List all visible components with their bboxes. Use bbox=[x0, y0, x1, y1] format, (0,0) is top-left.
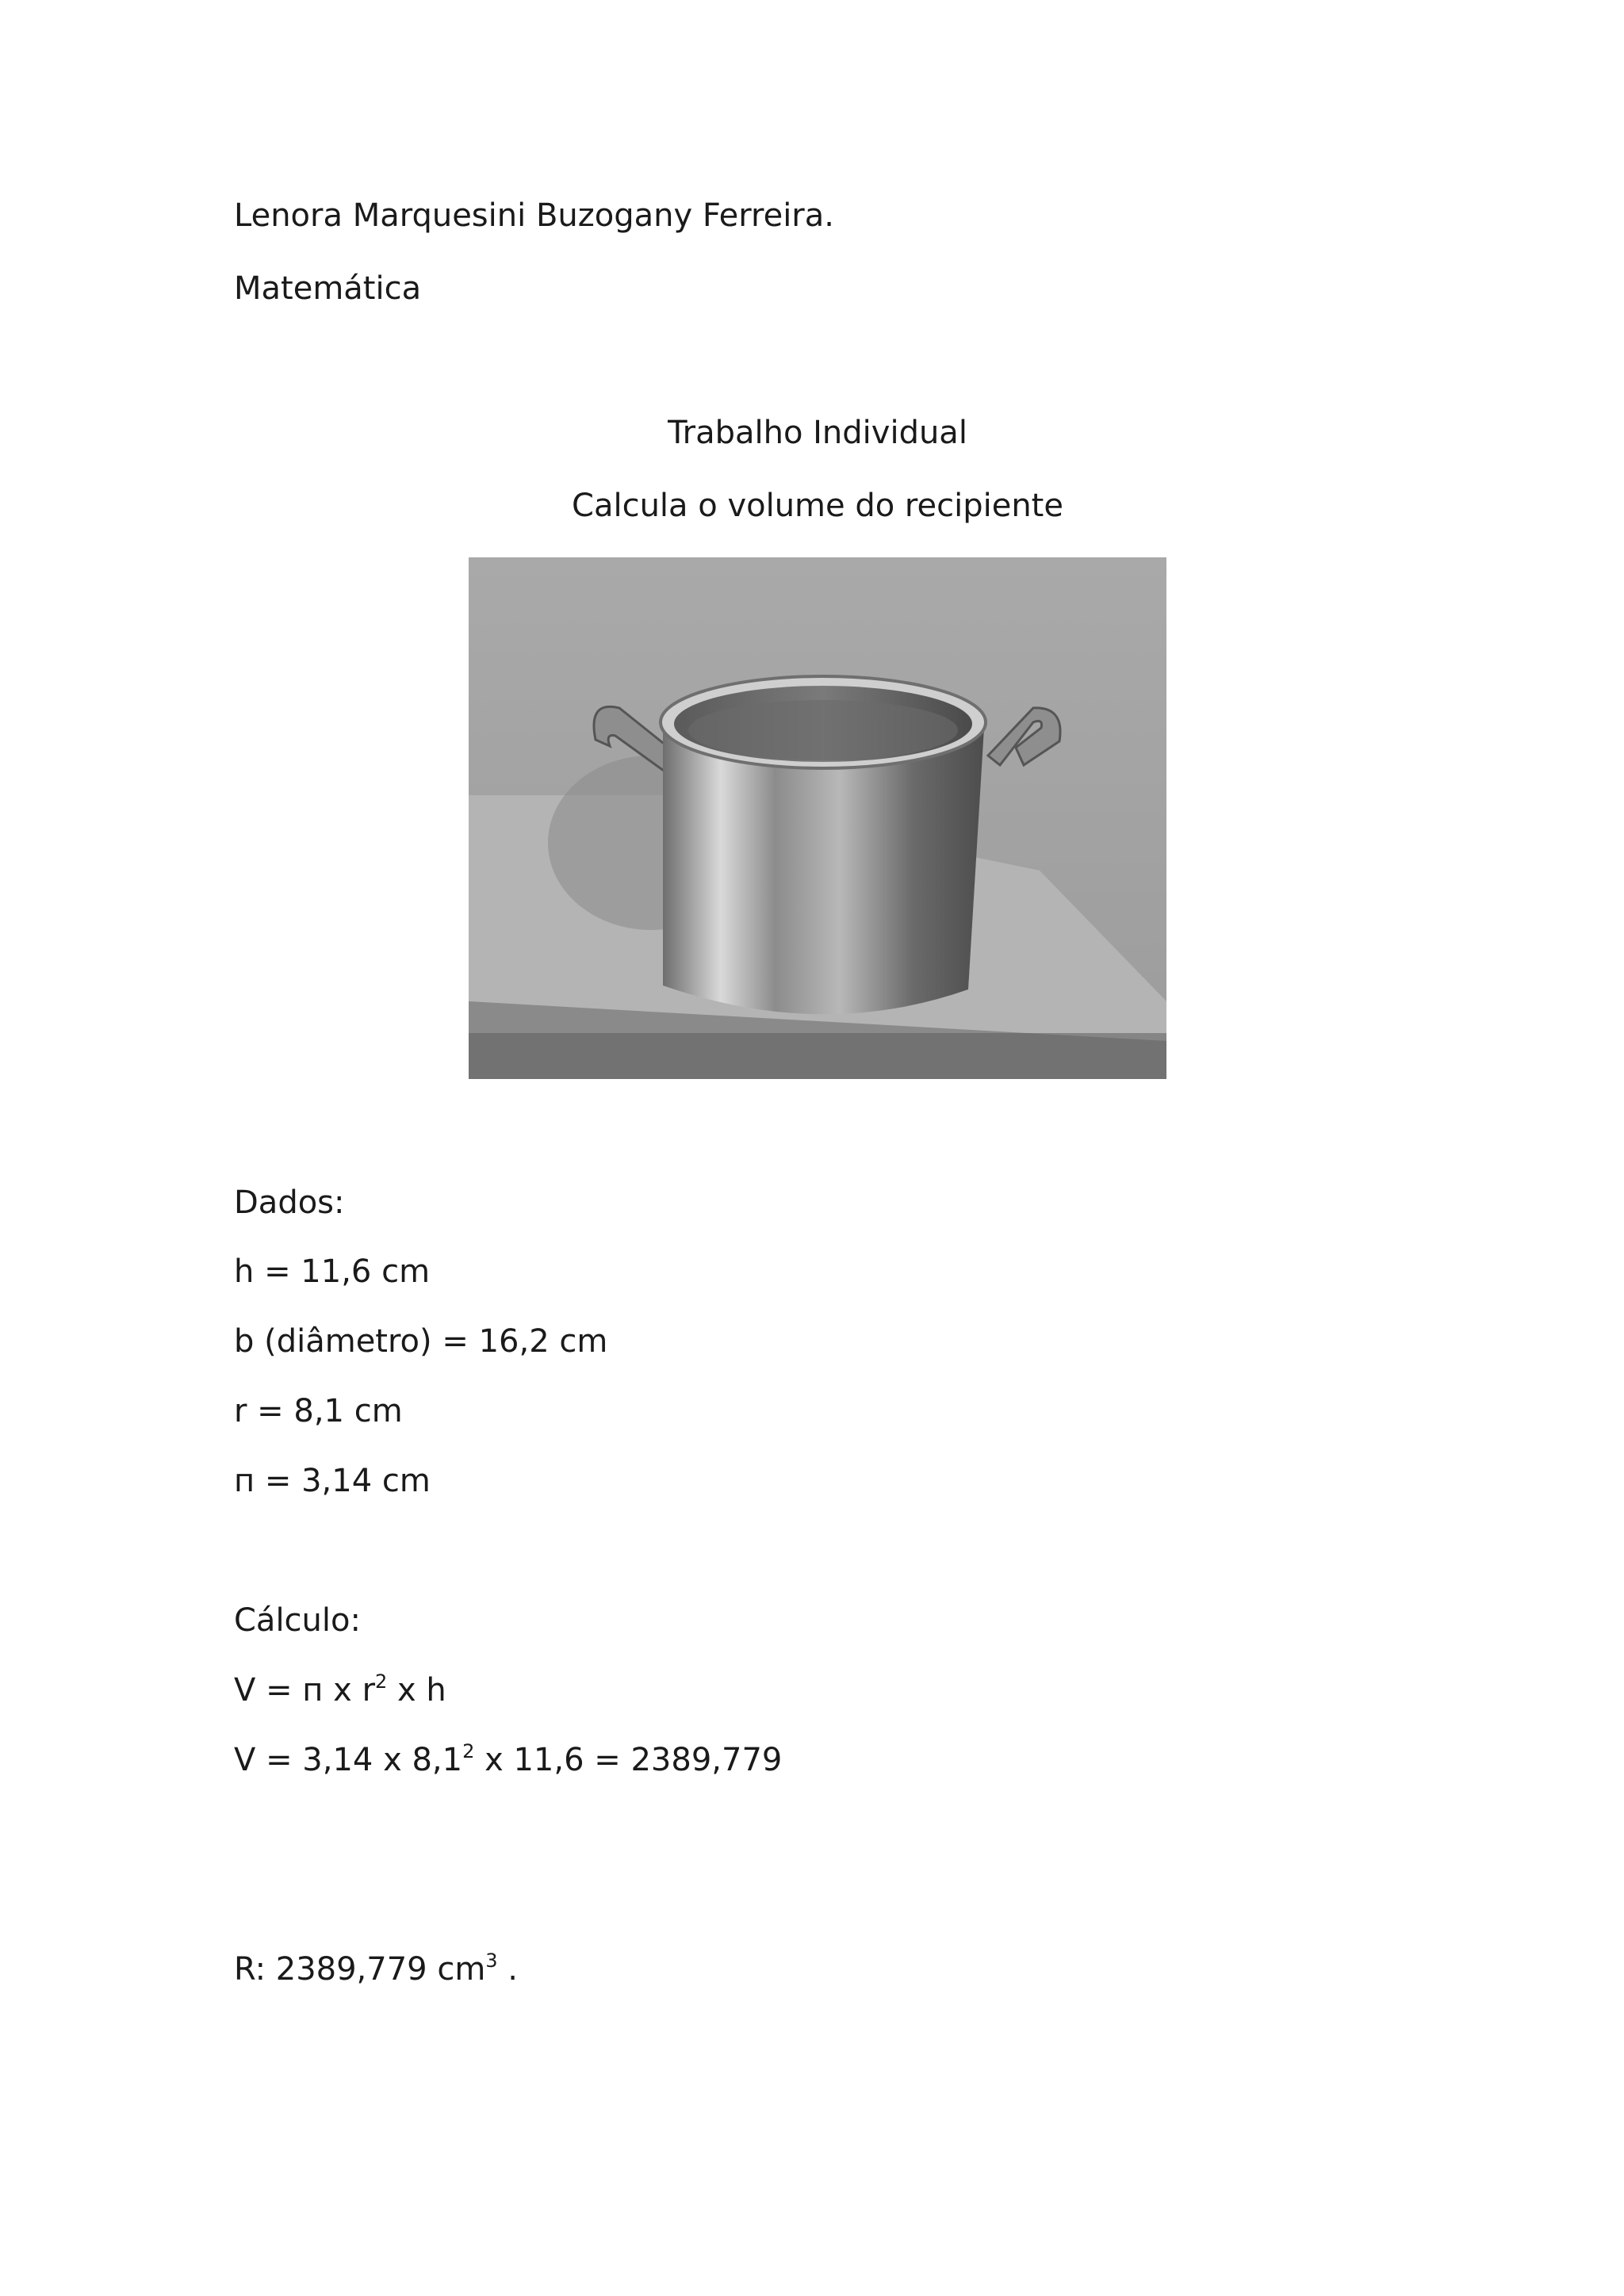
document-subtitle: Calcula o volume do recipiente bbox=[572, 488, 1063, 524]
pot-photo bbox=[469, 557, 1166, 1079]
document-title: Trabalho Individual bbox=[668, 415, 967, 451]
resposta: R: 2389,779 $cm^3$ . bbox=[234, 1949, 519, 1988]
dados-heading: Dados: bbox=[234, 1184, 345, 1221]
dados-height: h = 11,6 cm bbox=[234, 1253, 431, 1290]
subject: Matemática bbox=[234, 270, 422, 307]
dados-diameter: b (diâmetro) = 16,2 cm bbox=[234, 1323, 608, 1360]
author-name: Lenora Marquesini Buzogany Ferreira. bbox=[234, 197, 834, 234]
calculo-heading: Cálculo: bbox=[234, 1602, 361, 1639]
dados-pi: п = 3,14 cm bbox=[234, 1463, 431, 1499]
calculo-substitution: V = 3,14 x $8,1^2$ x 11,6 = 2389,779 bbox=[234, 1739, 783, 1778]
dados-radius: r = 8,1 cm bbox=[234, 1393, 403, 1429]
calculo-formula: V = п x $r^2$ x h bbox=[234, 1670, 446, 1709]
